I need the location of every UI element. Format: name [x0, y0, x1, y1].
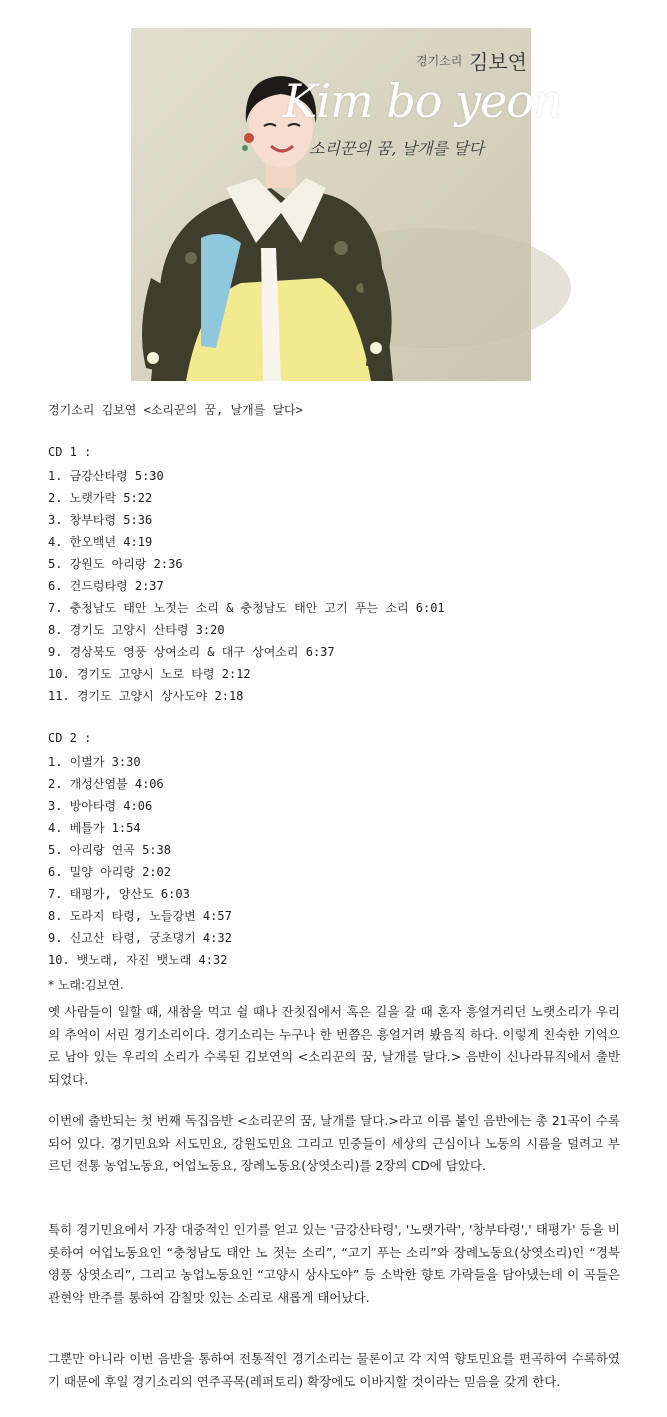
cd2-track: 4. 베틀가 1:54 — [48, 821, 141, 835]
cd1-track: 5. 강원도 아리랑 2:36 — [48, 557, 183, 571]
cd1-track: 11. 경기도 고양시 상사도야 2:18 — [48, 689, 244, 703]
description-paragraph: 이번에 출반되는 첫 번째 독집음반 <소리꾼의 꿈, 날개를 달다.>라고 이름 붙인 음반에는 총 21곡이 수록되어 있다. 경기민요와 서도민요, 강원도민요 그리고 민중들이 세상의 근심이나 노동의 시름을 덜려고 부르던 전통 농업노동요, 어업노동요, 장례노동요(상엿소리)를 2장의 CD에 담았다. — [48, 1113, 620, 1174]
cd1-heading: CD 1 : — [48, 445, 92, 459]
cd1-track: 6. 건드렁타령 2:37 — [48, 579, 164, 593]
cd2-track: 5. 아리랑 연곡 5:38 — [48, 843, 171, 857]
cover-artist-en: Kim bo yeon — [283, 74, 562, 128]
cd1-track: 2. 노랫가락 5:22 — [48, 491, 153, 505]
description-paragraph: 특히 경기민요에서 가장 대중적인 인기를 얻고 있는 '금강산타령', '노랫가락', '창부타령',' 태평가' 등을 비롯하여 어업노동요인 “충청남도 태안 노 젓는 소리”, “고기 푸는 소리”와 장례노동요(상엿소리)인 “경북 영풍 상엿소리”, 그리고 농업노동요인 “고양시 상사도야” 등 소박한 향토 가락들을 담아냈는데 이 곡들은 관현악 반주를 통하여 감칠맛 있는 소리로 새롭게 태어났다. — [48, 1222, 620, 1306]
cd1-track: 4. 한오백년 4:19 — [48, 535, 153, 549]
cover-series-label: 경기소리 — [416, 54, 463, 68]
cd1-track: 1. 금강산타령 5:30 — [48, 469, 164, 483]
cd1-track: 3. 창부타령 5:36 — [48, 513, 153, 527]
cd1-track: 9. 경상북도 영풍 상여소리 & 대구 상여소리 6:37 — [48, 645, 335, 659]
cd2-track: 6. 밀양 아리랑 2:02 — [48, 865, 171, 879]
description-paragraph: 그뿐만 아니라 이번 음반을 통하여 전통적인 경기소리는 물론이고 각 지역 향토민요를 편곡하여 수록하였기 때문에 후일 경기소리의 연주곡목(레퍼토리) 확장에도 이바지할 것이라는 믿음을 갖게 한다. — [48, 1351, 620, 1389]
cd1-track: 7. 충청남도 태안 노젓는 소리 & 충청남도 태안 고기 푸는 소리 6:01 — [48, 601, 445, 615]
cd2-track: 2. 개성산염불 4:06 — [48, 777, 164, 791]
album-cover — [131, 28, 562, 381]
cd1-track: 10. 경기도 고양시 노로 타령 2:12 — [48, 667, 251, 681]
cd1-track: 8. 경기도 고양시 산타령 3:20 — [48, 623, 225, 637]
vocal-credit: * 노래:김보연. — [48, 978, 124, 992]
album-title: 경기소리 김보연 <소리꾼의 꿈, 날개를 달다> — [48, 403, 303, 417]
description-paragraph: 옛 사람들이 일할 때, 새참을 먹고 쉴 때나 잔칫집에서 혹은 길을 갈 때 혼자 흥얼거리던 노랫소리가 우리의 추억이 서린 경기소리이다. 경기소리는 누구나 한 번쯤은 흥얼거려 봤음직 하다. 이렇게 친숙한 기억으로 남아 있는 우리의 소리가 수록된 김보연의 <소리꾼의 꿈, 날개를 달다.> 음반이 신나라뮤직에서 출반되었다. — [48, 1004, 620, 1088]
cd2-track: 8. 도라지 타령, 노들강변 4:57 — [48, 909, 232, 923]
cover-artist-kr: 김보연 — [469, 50, 527, 74]
cd2-heading: CD 2 : — [48, 731, 92, 745]
cd2-track: 10. 뱃노래, 자진 뱃노래 4:32 — [48, 953, 228, 967]
cover-tagline: 소리꾼의 꿈, 날개를 달다 — [309, 139, 484, 158]
cd2-track: 9. 신고산 타령, 궁초댕기 4:32 — [48, 931, 232, 945]
cd2-track: 1. 이별가 3:30 — [48, 755, 141, 769]
cd2-track: 3. 방아타령 4:06 — [48, 799, 153, 813]
cd2-track: 7. 태평가, 양산도 6:03 — [48, 887, 190, 901]
